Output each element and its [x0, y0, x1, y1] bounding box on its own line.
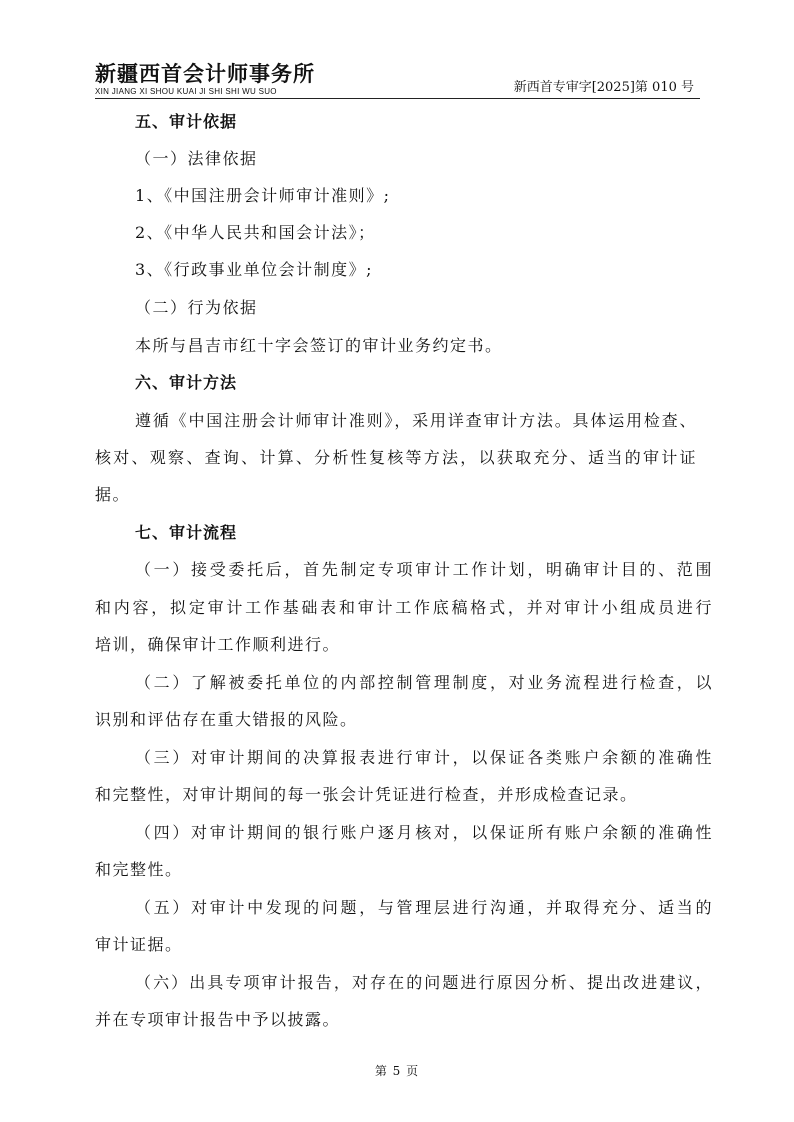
audit-method-line-1: 遵循《中国注册会计师审计准则》，采用详查审计方法。具体运用检查、 [135, 411, 697, 430]
legal-basis-item-3: 3、《行政事业单位会计制度》; [135, 260, 374, 279]
section-heading-audit-process: 七、审计流程 [135, 523, 238, 542]
process-step-3-line-2: 和完整性，对审计期间的每一张会计凭证进行检查，并形成检查记录。 [95, 785, 638, 804]
firm-pinyin: XIN JIANG XI SHOU KUAI JI SHI SHI WU SUO [95, 87, 277, 96]
subheading-legal-basis: （一）法律依据 [135, 149, 258, 168]
process-step-1-line-2: 和内容，拟定审计工作基础表和审计工作底稿格式，并对审计小组成员进行 [95, 598, 713, 617]
conduct-basis-text: 本所与昌吉市红十字会签订的审计业务约定书。 [135, 336, 503, 355]
process-step-1-line-3: 培训，确保审计工作顺利进行。 [95, 635, 341, 654]
page-number: 第 5 页 [374, 1064, 420, 1078]
document-number: 新西首专审字[2025]第 010 号 [513, 80, 694, 95]
page-header [95, 58, 700, 100]
legal-basis-item-2: 2、《中华人民共和国会计法》； [135, 223, 376, 242]
audit-method-line-2: 核对、观察、查询、计算、分析性复核等方法，以获取充分、适当的审计证 [95, 448, 697, 467]
section-heading-audit-basis: 五、审计依据 [135, 112, 238, 131]
process-step-5-line-1: （五）对审计中发现的问题，与管理层进行沟通，并取得充分、适当的 [135, 898, 713, 917]
process-step-6-line-2: 并在专项审计报告中予以披露。 [95, 1010, 341, 1029]
process-step-1-line-1: （一）接受委托后，首先制定专项审计工作计划，明确审计目的、范围 [135, 560, 713, 579]
process-step-6-line-1: （六）出具专项审计报告，对存在的问题进行原因分析、提出改进建议， [135, 973, 713, 992]
process-step-3-line-1: （三）对审计期间的决算报表进行审计，以保证各类账户余额的准确性 [135, 748, 713, 767]
process-step-4-line-1: （四）对审计期间的银行账户逐月核对，以保证所有账户余额的准确性 [135, 823, 713, 842]
process-step-2-line-2: 识别和评估存在重大错报的风险。 [95, 710, 358, 729]
process-step-2-line-1: （二）了解被委托单位的内部控制管理制度，对业务流程进行检查，以 [135, 673, 713, 692]
legal-basis-item-1: 1、《中国注册会计师审计准则》; [135, 186, 391, 205]
section-heading-audit-method: 六、审计方法 [135, 373, 238, 392]
firm-name: 新疆西首会计师事务所 [95, 62, 315, 86]
process-step-4-line-2: 和完整性。 [95, 860, 183, 879]
process-step-5-line-2: 审计证据。 [95, 935, 183, 954]
header-divider [95, 98, 700, 99]
subheading-conduct-basis: （二）行为依据 [135, 298, 258, 317]
audit-method-line-3: 据。 [95, 485, 131, 504]
